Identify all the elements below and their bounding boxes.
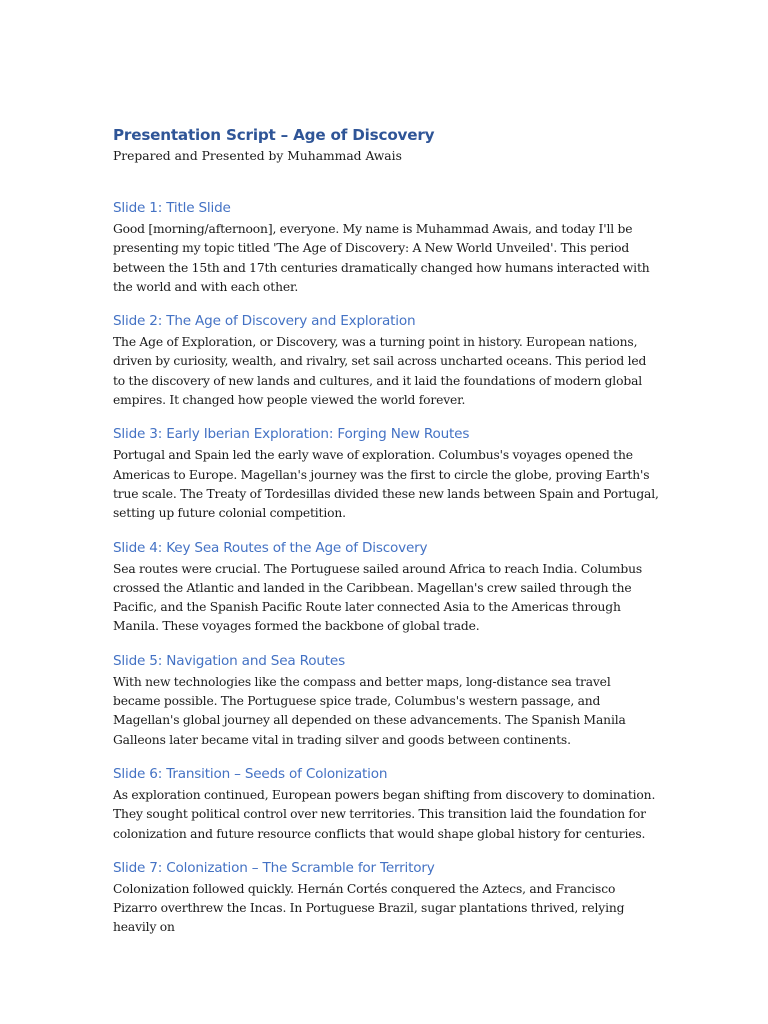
document-title: Presentation Script – Age of Discovery: [113, 126, 435, 144]
section-heading: Slide 1: Title Slide: [113, 200, 231, 216]
section-body: The Age of Exploration, or Discovery, was a turning point in history. European nations, driven by curiosity, wealth, and rivalry, set sail across uncharted oceans. This period led to the discovery of new lands and cultures, and it laid the foundations of modern global empires. It changed how people viewed the world forever.: [113, 335, 647, 408]
section-heading: Slide 3: Early Iberian Exploration: Forging New Routes: [113, 426, 470, 443]
section-heading: Slide 5: Navigation and Sea Routes: [113, 652, 345, 669]
section-heading: Slide 6: Transition – Seeds of Colonization: [113, 765, 388, 782]
section-body: Portugal and Spain led the early wave of exploration. Columbus's voyages opened the Americas to Europe. Magellan's journey was the first to circle the globe, proving Earth's true scale. The Treaty of Tordesillas divided these new lands between Spain and Portugal, setting up future colonial competition.: [113, 448, 659, 521]
section-slide-2: [113, 311, 660, 410]
section-body: As exploration continued, European powers began shifting from discovery to domination. They sought political control over new territories. This transition laid the foundation for colonization and future resource conflicts that would shape global history for centuries.: [113, 787, 656, 841]
section-slide-1: [113, 198, 660, 297]
section-body: With new technologies like the compass and better maps, long-distance sea travel became possible. The Portuguese spice trade, Columbus's western passage, and Magellan's global journey all depended on these advancements. The Spanish Manila Galleons later became vital in trading silver and goods between continents.: [113, 674, 626, 747]
section-heading: Slide 7: Colonization – The Scramble for Territory: [113, 859, 435, 876]
document-subtitle: Prepared and Presented by Muhammad Awais: [113, 149, 402, 163]
section-slide-5: [113, 651, 660, 750]
section-heading: Slide 4: Key Sea Routes of the Age of Discovery: [113, 539, 428, 556]
section-body: Colonization followed quickly. Hernán Cortés conquered the Aztecs, and Francisco Pizarro overthrew the Incas. In Portuguese Brazil, sugar plantations thrived, relying heavily on: [113, 881, 625, 935]
section-slide-7: [113, 858, 660, 938]
section-heading: Slide 2: The Age of Discovery and Exploration: [113, 313, 416, 330]
section-slide-6: [113, 764, 660, 844]
section-slide-4: [113, 538, 660, 637]
section-body: Sea routes were crucial. The Portuguese sailed around Africa to reach India. Columbus crossed the Atlantic and landed in the Caribbean. Magellan's crew sailed through the Pacific, and the Spanish Pacific Route later connected Asia to the Americas through Manila. These voyages formed the backbone of global trade.: [113, 561, 643, 634]
section-slide-3: [113, 424, 660, 523]
section-body: Good [morning/afternoon], everyone. My name is Muhammad Awais, and today I'll be presenting my topic titled 'The Age of Discovery: A New World Unveiled'. This period between the 15th and 17th centuries dramatically changed how humans interacted with the world and with each other.: [113, 222, 650, 294]
